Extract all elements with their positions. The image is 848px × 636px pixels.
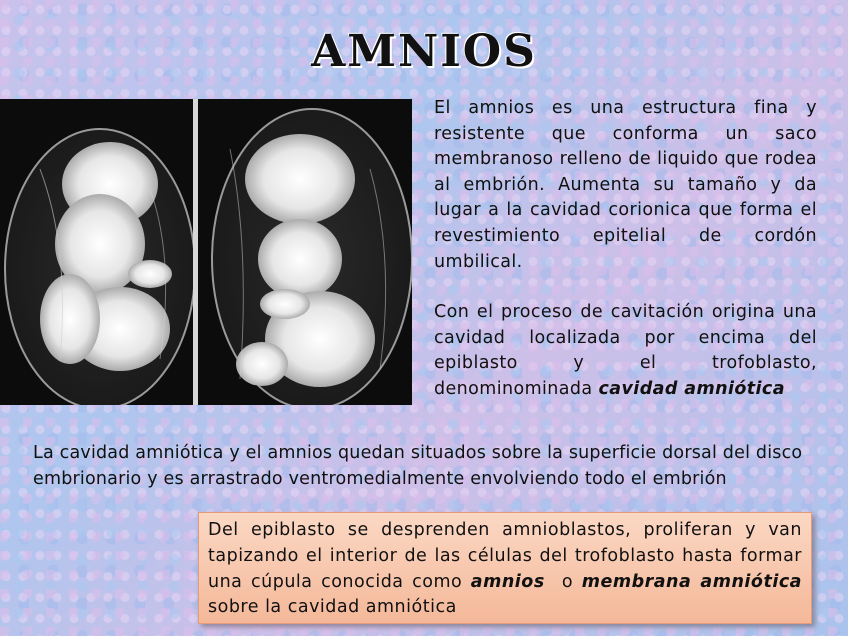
photo-divider xyxy=(193,99,198,405)
slide-title: AMNIOS xyxy=(311,26,537,77)
callout-text: Del epiblasto se desprenden amnioblastos, proliferan y van tapizando el interior de las células del trofoblasto hasta formar una cúpula conocida como xyxy=(208,520,802,592)
emphasis-amnios: amnios xyxy=(470,571,545,592)
embryo-photo xyxy=(0,99,412,405)
callout-connector: o xyxy=(544,571,582,592)
callout-text-end: sobre la cavidad amniótica xyxy=(208,597,457,618)
embryo-illustration xyxy=(0,99,412,405)
emphasis-cavidad-amniotica: cavidad amniótica xyxy=(598,378,785,399)
paragraph-cavitation xyxy=(434,300,817,402)
right-text-block xyxy=(434,96,817,403)
paragraph-dorsal-position: La cavidad amniótica y el amnios quedan situados sobre la superficie dorsal del disco embrionario y es arrastrado ventromedialmente envolviendo todo el embrión xyxy=(33,443,803,489)
emphasis-membrana-amniotica: membrana amniótica xyxy=(581,571,802,592)
paragraph-cavitation-text: Con el proceso de cavitación origina una cavidad localizada por encima del epiblasto y el trofoblasto, denominominada xyxy=(434,302,817,399)
paragraph-amnios-definition: El amnios es una estructura fina y resistente que conforma un saco membranoso relleno de liquido que rodea al embrión. Aumenta su tamaño y da lugar a la cavidad corionica que forma el revestimiento epitelial de cordón umbilical. xyxy=(434,98,817,272)
callout-box xyxy=(198,512,812,624)
